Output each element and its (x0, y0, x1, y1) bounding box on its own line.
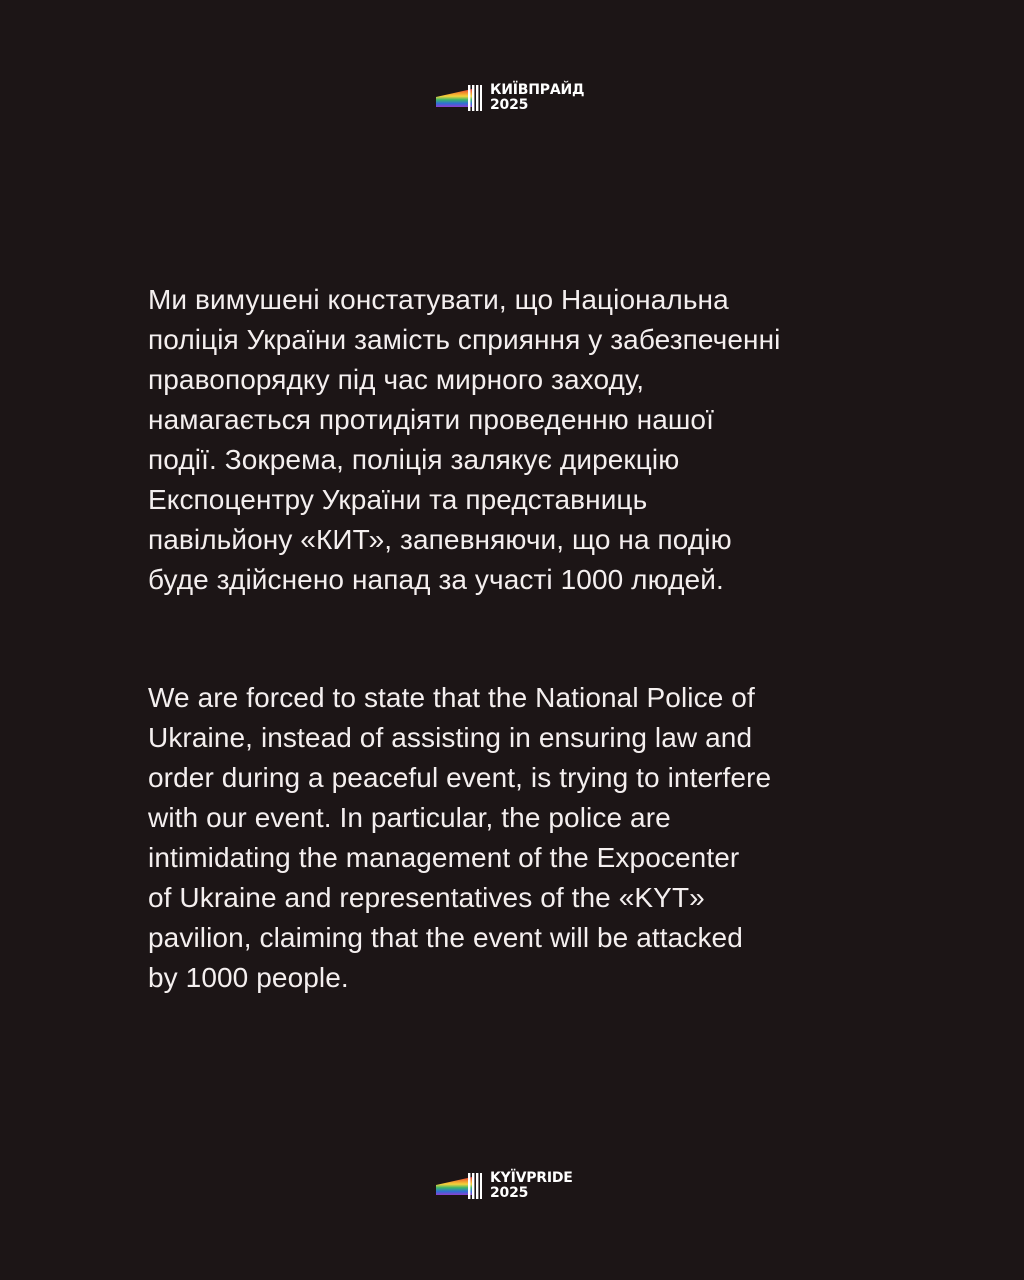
logo-year: 2025 (490, 97, 529, 113)
logo-name: КИЇВПРАЙД (490, 82, 585, 98)
logo-text (490, 83, 584, 113)
rainbow-logo-icon (436, 1171, 482, 1201)
logo-text (490, 1171, 573, 1201)
kyivpride-logo-bottom (436, 1166, 573, 1206)
rainbow-logo-icon (436, 83, 482, 113)
logo-name: KYÏVPRIDE (490, 1170, 573, 1186)
kyivpride-logo-top (436, 78, 584, 118)
statement-english: We are forced to state that the National Police of Ukraine, instead of assisting in ensuring law and order during a peaceful event, is trying to interfere with our event. In particular, the police are intimidating the management of the Expocenter of Ukraine and representatives of the «KYT» pavilion, claiming that the event will be attacked by 1000 people. (148, 682, 772, 993)
statement-ukrainian: Ми вимушені констатувати, що Національна поліція України замість сприяння у забезпеченні правопорядку під час мирного заходу, намагається протидіяти проведенню нашої події. Зокрема, поліція залякує дирекцію Експоцентру України та представниць павільйону «КИТ», запевняючи, що на подію буде здійснено напад за участі 1000 людей. (148, 284, 781, 595)
logo-year: 2025 (490, 1185, 529, 1201)
